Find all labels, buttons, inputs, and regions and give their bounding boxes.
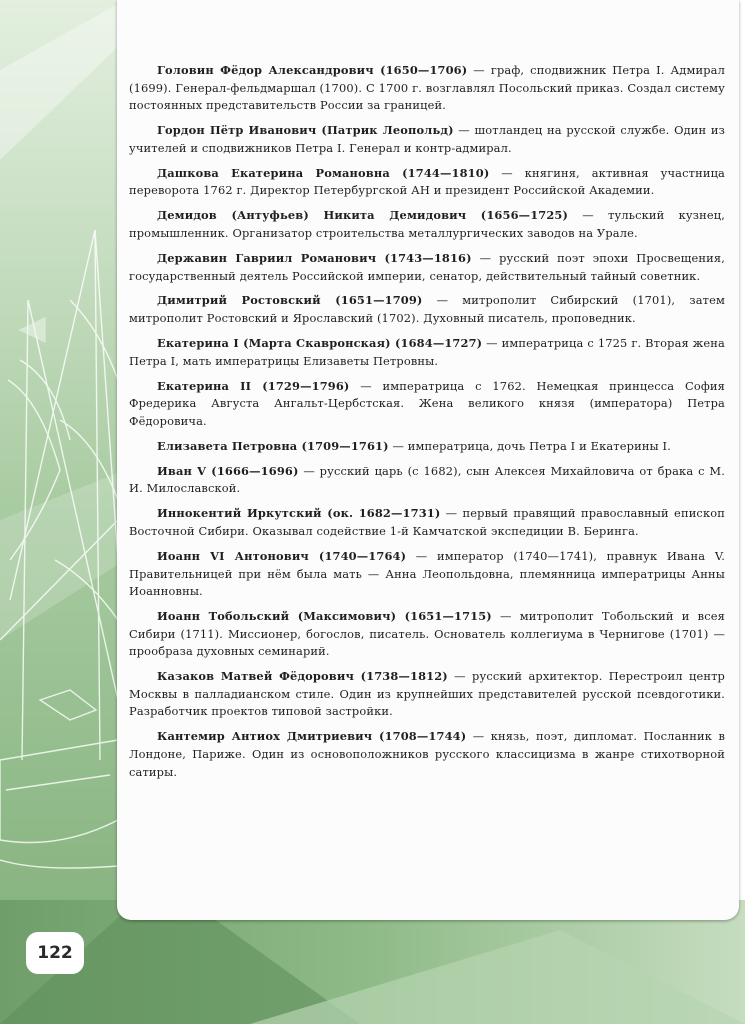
entry-name: Дашкова Екатерина Романовна (1744—1810) <box>157 165 490 180</box>
glossary-entry-ioann-tobolsky <box>129 608 725 661</box>
entry-name: Екатерина I (Марта Скавронская) (1684—1727) <box>157 336 483 351</box>
glossary-entry-kazakov <box>129 668 725 721</box>
entry-name: Головин Фёдор Александрович (1650—1706) <box>157 63 468 77</box>
entry-name: Державин Гавриил Романович (1743—1816) <box>157 250 472 265</box>
entry-text: — княгиня, активная участница переворота 1762 г. Директор Петербургской АН и президент Российской Академии. <box>129 165 725 198</box>
glossary-entry-ivan-v <box>129 463 725 498</box>
entry-text: — императрица с 1762. Немецкая принцесса София Фредерика Августа Ангальт-Цербстская. Жена великого князя (императора) Петра Фёдоровича. <box>129 378 725 428</box>
entry-text: — тульский кузнец, промышленник. Организатор строительства металлургических заводов на Урале. <box>129 208 725 240</box>
glossary-entry-gordon <box>129 122 725 157</box>
entry-text: — шотландец на русской службе. Один из учителей и сподвижников Петра I. Генерал и контр-адмирал. <box>129 123 725 155</box>
glossary-entry-catherine-i <box>129 335 725 370</box>
glossary-entry-dashkova <box>129 165 725 200</box>
entry-text: — митрополит Сибирский (1701), затем митрополит Ростовский и Ярославский (1702). Духовный писатель, проповедник. <box>129 293 725 326</box>
entry-text: — императрица, дочь Петра I и Екатерины I. <box>388 438 671 453</box>
entry-text: — князь, поэт, дипломат. Посланник в Лондоне, Париже. Один из основоположников русского классицизма в жанре стихотворной сатиры. <box>129 729 726 779</box>
entry-text: — русский архитектор. Перестроил центр Москвы в палладианском стиле. Один из крупнейших представителей русской псевдоготики. Разработчик проектов типовой застройки. <box>129 669 725 719</box>
entry-name: Кантемир Антиох Дмитриевич (1708—1744) <box>157 729 467 744</box>
glossary-entry-catherine-ii <box>129 378 725 431</box>
entry-name: Елизавета Петровна (1709—1761) <box>157 438 389 453</box>
entry-text: — император (1740—1741), правнук Ивана V. Правительницей при нём была мать — Анна Леопольдовна, племянница императрицы Анны Иоанновны. <box>129 548 725 599</box>
page-number: 122 <box>26 932 84 974</box>
glossary-entry-kantemir <box>129 728 725 781</box>
entry-text: — императрица с 1725 г. Вторая жена Петра I, мать императрицы Елизаветы Петровны. <box>129 336 725 368</box>
glossary-entry-derzhavin <box>129 250 725 285</box>
entry-text: — русский поэт эпохи Просвещения, государственный деятель Российской империи, сенатор, действительный тайный советник. <box>129 250 726 283</box>
glossary-entry-ioann-vi <box>129 548 725 601</box>
entry-name: Екатерина II (1729—1796) <box>157 378 350 393</box>
glossary-entry-innokenty <box>129 505 725 540</box>
glossary-entry-elizabeth <box>129 438 725 456</box>
glossary-entry-demidov <box>129 207 725 242</box>
glossary-entry-golovin <box>129 62 725 115</box>
entry-text: — первый правящий православный епископ Восточной Сибири. Оказывал содействие 1-й Камчатской экспедиции В. Беринга. <box>129 506 725 538</box>
entry-name: Иоанн Тобольский (Максимович) (1651—1715) <box>157 609 492 624</box>
entry-name: Иван V (1666—1696) <box>157 463 299 478</box>
entry-name: Казаков Матвей Фёдорович (1738—1812) <box>157 669 448 684</box>
glossary-entry-dimitry-rostovsky <box>129 292 725 327</box>
entry-text: — митрополит Тобольский и всея Сибири (1711). Миссионер, богослов, писатель. Основатель коллегиума в Чернигове (1701) — прообраза духовных семинарий. <box>129 609 725 659</box>
entry-text: — русский царь (с 1682), сын Алексея Михайловича от брака с М. И. Милославской. <box>129 463 725 496</box>
glossary-page <box>117 0 739 920</box>
entry-name: Иоанн VI Антонович (1740—1764) <box>157 548 407 563</box>
entry-text: — граф, сподвижник Петра I. Адмирал (1699). Генерал-фельдмаршал (1700). С 1700 г. возглавлял Посольский приказ. Создал систему постоянных представительств России за границей. <box>129 63 725 113</box>
entry-name: Демидов (Антуфьев) Никита Демидович (1656—1725) <box>157 208 569 223</box>
entry-name: Иннокентий Иркутский (ок. 1682—1731) <box>157 506 441 521</box>
entry-name: Гордон Пётр Иванович (Патрик Леопольд) <box>157 123 454 138</box>
entry-name: Димитрий Ростовский (1651—1709) <box>157 293 423 308</box>
